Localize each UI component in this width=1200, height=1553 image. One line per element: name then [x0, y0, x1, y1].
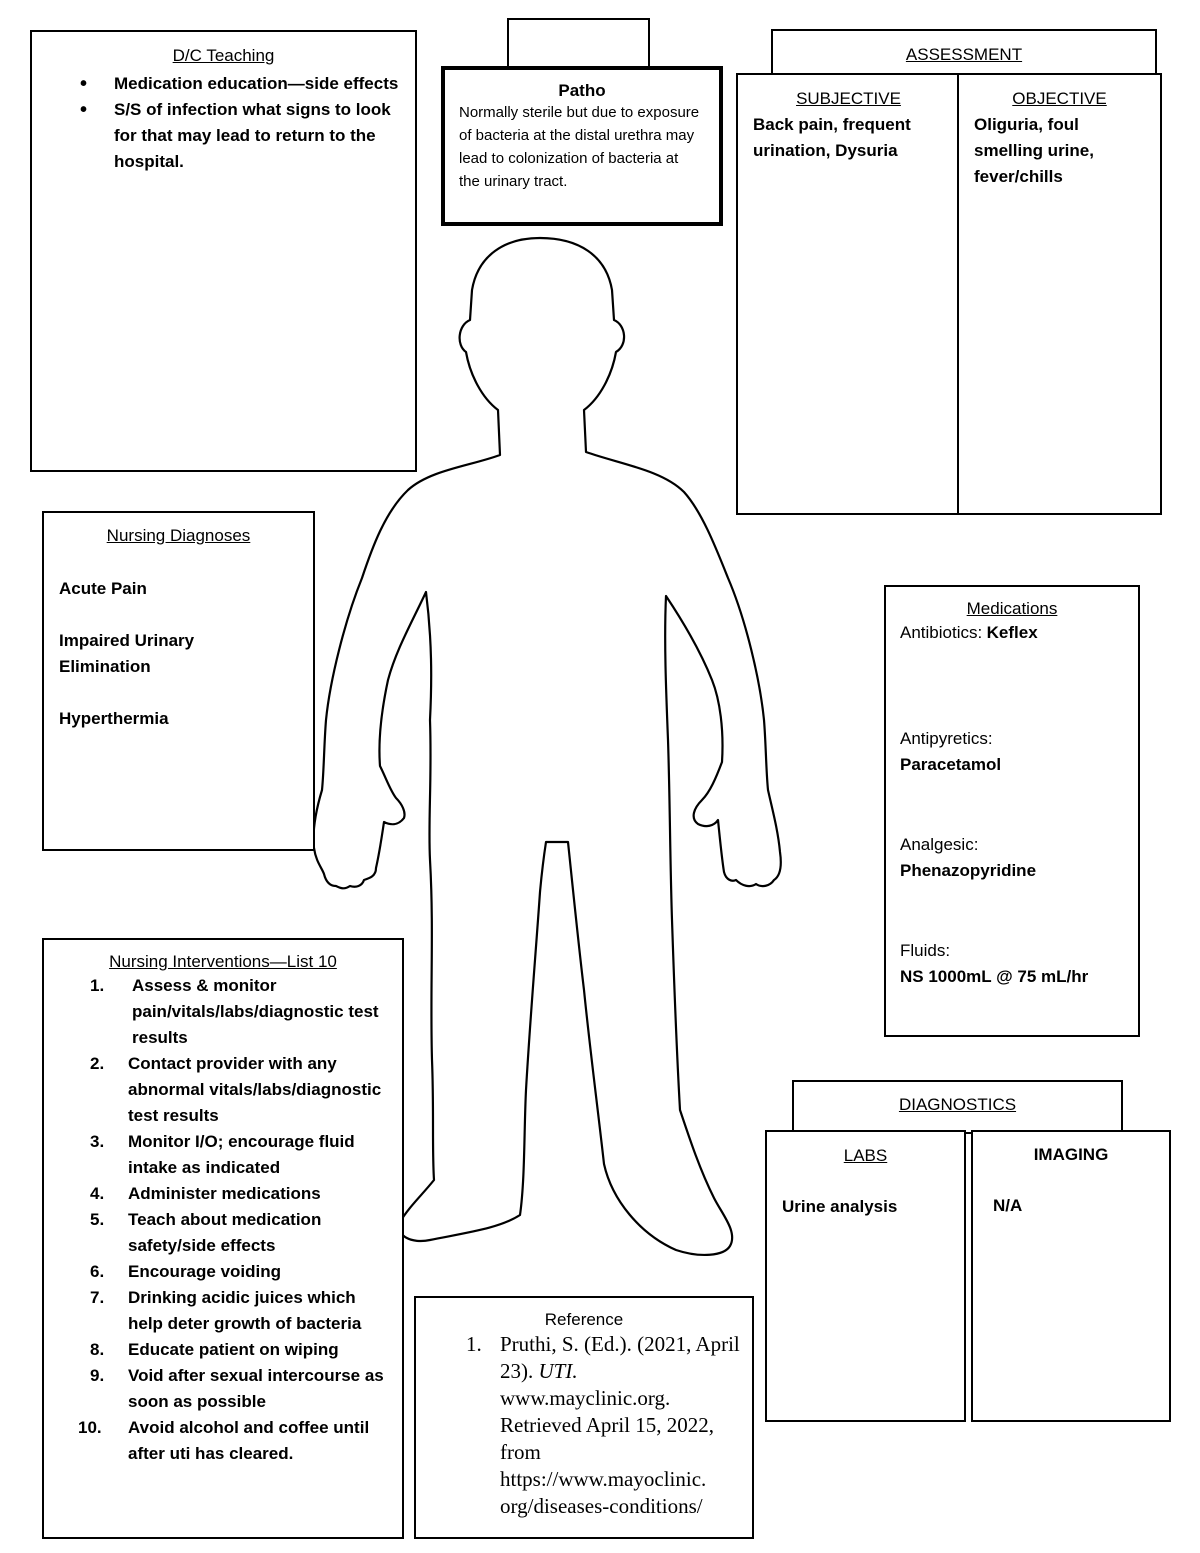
- reference-retrieved: Retrieved April 15, 2022, from: [500, 1413, 715, 1464]
- intervention-item: [44, 1051, 388, 1129]
- nursing-diagnoses-box: [42, 511, 315, 851]
- reference-url: org/diseases-conditions/: [500, 1494, 703, 1518]
- interventions-list: [44, 973, 402, 1467]
- patho-tab: [507, 18, 650, 70]
- intervention-number: 7.: [90, 1288, 105, 1307]
- dc-teaching-item: • Medication education—side effects: [114, 71, 401, 97]
- diagnosis-item: Hyperthermia: [59, 709, 169, 728]
- objective-title: OBJECTIVE: [1012, 89, 1107, 108]
- intervention-number: 1.: [90, 976, 105, 995]
- dc-teaching-box: [30, 30, 417, 472]
- medication-group: [886, 938, 1138, 990]
- assessment-objective-box: [957, 73, 1162, 515]
- intervention-number: 10.: [78, 1418, 102, 1437]
- intervention-number: 3.: [90, 1132, 105, 1151]
- labs-box: [765, 1130, 966, 1422]
- dc-teaching-title: D/C Teaching: [172, 46, 275, 65]
- medication-value: Keflex: [986, 623, 1038, 642]
- medications-title: Medications: [966, 599, 1058, 618]
- reference-number: 1.: [466, 1332, 482, 1356]
- intervention-item: [44, 1415, 388, 1467]
- patho-box: [441, 66, 723, 226]
- diagnosis-item: Acute Pain: [59, 579, 147, 598]
- nursing-interventions-box: [42, 938, 404, 1539]
- intervention-text: Void after sexual intercourse as soon as possible: [128, 1366, 384, 1411]
- reference-entry: [416, 1331, 752, 1520]
- diagnosis-item: Impaired Urinary Elimination: [59, 631, 195, 676]
- medication-value: Phenazopyridine: [900, 861, 1037, 880]
- intervention-number: 5.: [90, 1210, 105, 1229]
- intervention-text: Educate patient on wiping: [128, 1340, 339, 1359]
- reference-author: Pruthi, S. (Ed.). (2021, April 23).: [500, 1332, 740, 1383]
- patho-text: Normally sterile but due to exposure of bacteria at the distal urethra may lead to colonization of bacteria at the urinary tract.: [459, 104, 700, 190]
- intervention-item: [44, 1285, 388, 1337]
- medication-label: Antibiotics:: [900, 623, 983, 642]
- intervention-text: Administer medications: [128, 1184, 321, 1203]
- medication-group: [886, 726, 1138, 778]
- subjective-title: SUBJECTIVE: [796, 89, 901, 108]
- intervention-text: Assess & monitor pain/vitals/labs/diagnostic test results: [132, 976, 379, 1047]
- intervention-text: Teach about medication safety/side effects: [128, 1210, 322, 1255]
- medication-value: Paracetamol: [900, 755, 1002, 774]
- objective-text: Oliguria, foul smelling urine, fever/chills: [974, 115, 1094, 186]
- intervention-number: 4.: [90, 1184, 105, 1203]
- reference-box: [414, 1296, 754, 1539]
- nursing-diagnoses-title: Nursing Diagnoses: [106, 526, 251, 545]
- reference-title: Reference: [544, 1310, 624, 1329]
- reference-url: https://www.mayoclinic.: [500, 1467, 707, 1491]
- imaging-title: IMAGING: [1033, 1145, 1109, 1164]
- intervention-item: [44, 1129, 388, 1181]
- imaging-box: [971, 1130, 1171, 1422]
- assessment-subjective-box: [736, 73, 961, 515]
- intervention-item: [44, 1363, 388, 1415]
- intervention-item: [44, 1337, 388, 1363]
- intervention-text: Contact provider with any abnormal vitals/labs/diagnostic test results: [128, 1054, 382, 1125]
- dc-teaching-list: [32, 71, 415, 175]
- medication-label: Antipyretics:: [900, 729, 993, 748]
- intervention-item: [44, 973, 388, 1051]
- intervention-number: 8.: [90, 1340, 105, 1359]
- intervention-text: Avoid alcohol and coffee until after uti has cleared.: [128, 1418, 370, 1463]
- assessment-title: ASSESSMENT: [905, 45, 1023, 64]
- medication-group: [886, 620, 1138, 646]
- subjective-text: Back pain, frequent urination, Dysuria: [753, 115, 911, 160]
- patho-title: Patho: [558, 81, 606, 100]
- medication-label: Analgesic:: [900, 835, 979, 854]
- intervention-text: Encourage voiding: [128, 1262, 282, 1281]
- intervention-text: Drinking acidic juices which help deter growth of bacteria: [128, 1288, 362, 1333]
- imaging-text: N/A: [993, 1196, 1023, 1215]
- intervention-number: 9.: [90, 1366, 105, 1385]
- intervention-item: [44, 1259, 388, 1285]
- reference-work: UTI.: [538, 1359, 578, 1383]
- intervention-item: [44, 1181, 388, 1207]
- medications-box: [884, 585, 1140, 1037]
- intervention-item: [44, 1207, 388, 1259]
- medication-label: Fluids:: [900, 941, 951, 960]
- nursing-interventions-title: Nursing Interventions—List 10: [109, 952, 337, 971]
- labs-text: Urine analysis: [782, 1197, 898, 1216]
- intervention-number: 6.: [90, 1262, 105, 1281]
- medication-value: NS 1000mL @ 75 mL/hr: [900, 967, 1089, 986]
- medication-group: [886, 832, 1138, 884]
- intervention-number: 2.: [90, 1054, 105, 1073]
- intervention-text: Monitor I/O; encourage fluid intake as indicated: [128, 1132, 355, 1177]
- diagnostics-tab: [792, 1080, 1123, 1134]
- assessment-tab: [771, 29, 1157, 77]
- labs-title: LABS: [843, 1146, 888, 1165]
- diagnostics-title: DIAGNOSTICS: [898, 1095, 1017, 1114]
- reference-site: www.mayclinic.org.: [500, 1386, 671, 1410]
- dc-teaching-item: • S/S of infection what signs to look for that may lead to return to the hospital.: [114, 97, 401, 175]
